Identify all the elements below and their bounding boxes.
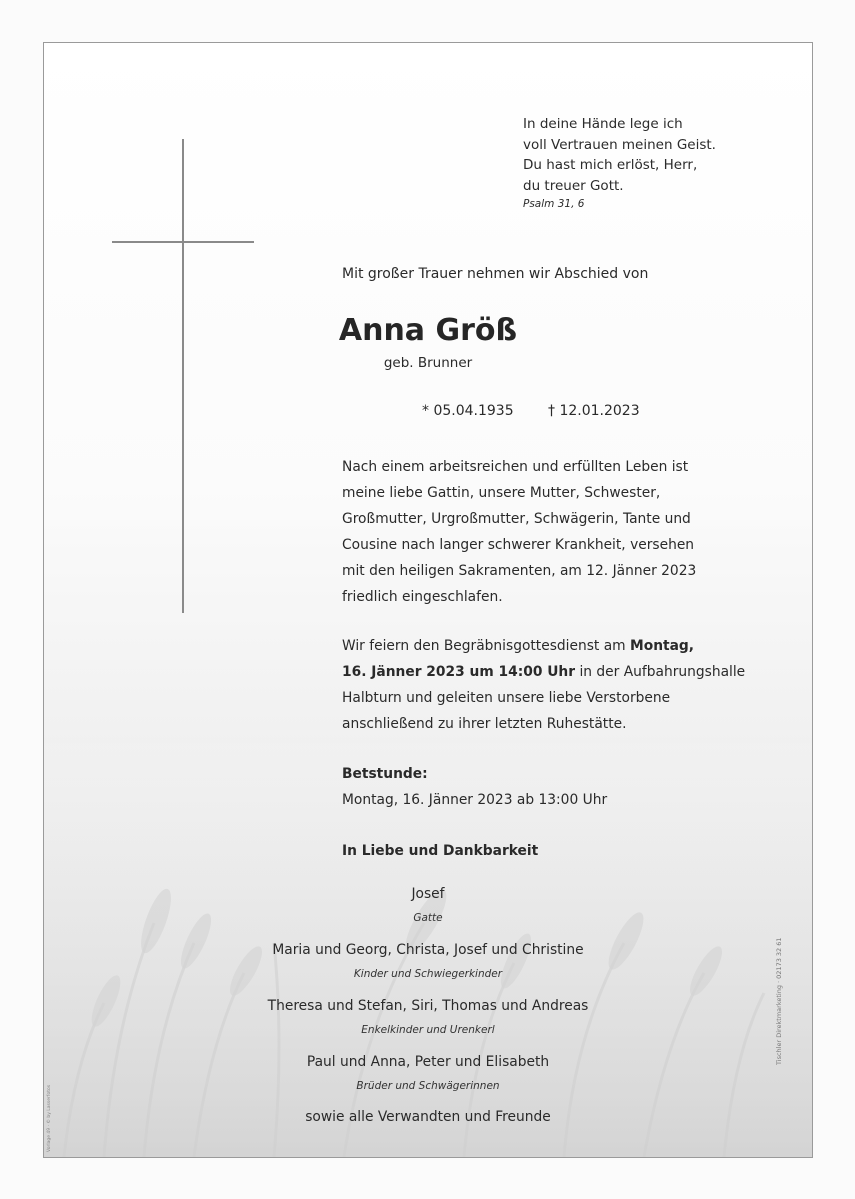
service-day: Montag, <box>629 638 695 654</box>
mourner-names: Josef <box>411 886 445 902</box>
mourner-relation: Gatte <box>413 912 443 924</box>
prayer-hour-label: Betstunde: <box>342 766 428 782</box>
paragraph-line: friedlich eingeschlafen. <box>342 589 503 605</box>
paragraph-line: Cousine nach langer schwerer Krankheit, versehen <box>342 537 695 553</box>
closing-phrase: In Liebe und Dankbarkeit <box>342 843 539 859</box>
announcement-paragraph <box>342 454 696 610</box>
paragraph-line: Nach einem arbeitsreichen und erfüllten Leben ist <box>342 459 689 475</box>
maiden-name: geb. Brunner <box>383 355 473 371</box>
obituary-card <box>43 42 813 1158</box>
final-line: sowie alle Verwandten und Freunde <box>305 1109 551 1125</box>
death-date: † 12.01.2023 <box>548 403 640 419</box>
psalm-reference: Psalm 31, 6 <box>523 198 585 210</box>
paragraph-line <box>342 633 745 659</box>
prayer-hour <box>342 761 607 813</box>
service-text: Wir feiern den Begräbnisgottesdienst am <box>342 638 630 654</box>
cross-horizontal-bar <box>112 241 254 243</box>
paragraph-line: Großmutter, Urgroßmutter, Schwägerin, Tante und <box>342 511 691 527</box>
printer-credit: Tischler Direktmarketing · 02173 32 61 <box>775 937 783 1065</box>
photo-credit: Vorlage 49 · © by Lasserfotos <box>47 1084 52 1152</box>
mourner-relation: Kinder und Schwiegerkinder <box>353 968 503 980</box>
psalm-line: In deine Hände lege ich <box>523 116 683 132</box>
psalm-line: voll Vertrauen meinen Geist. <box>523 136 716 153</box>
cross-vertical-bar <box>182 139 184 613</box>
paragraph-line: anschließend zu ihrer letzten Ruhestätte. <box>342 716 627 732</box>
psalm-line: Du hast mich erlöst, Herr, <box>523 157 698 173</box>
psalm-quote <box>523 114 716 212</box>
mourner-relation: Brüder und Schwägerinnen <box>356 1080 500 1092</box>
intro-text: Mit großer Trauer nehmen wir Abschied von <box>342 266 649 282</box>
service-text: in der Aufbahrungshalle <box>575 664 746 680</box>
psalm-line: du treuer Gott. <box>523 177 624 194</box>
deceased-name: Anna Größ <box>338 313 518 348</box>
funeral-service-paragraph <box>342 633 745 737</box>
mourner-names: Paul und Anna, Peter und Elisabeth <box>306 1054 550 1070</box>
mourner-names: Theresa und Stefan, Siri, Thomas und Andreas <box>267 998 589 1014</box>
service-date-time: 16. Jänner 2023 um 14:00 Uhr <box>342 664 576 680</box>
paragraph-line: mit den heiligen Sakramenten, am 12. Jänner 2023 <box>342 563 697 579</box>
birth-date: * 05.04.1935 <box>422 403 514 419</box>
paragraph-line <box>342 659 745 685</box>
prayer-hour-text: Montag, 16. Jänner 2023 ab 13:00 Uhr <box>342 792 608 808</box>
mourner-relation: Enkelkinder und Urenkerl <box>361 1024 495 1036</box>
paragraph-line: Halbturn und geleiten unsere liebe Verstorbene <box>342 690 671 706</box>
mourner-names: Maria und Georg, Christa, Josef und Christine <box>272 942 584 958</box>
paragraph-line: meine liebe Gattin, unsere Mutter, Schwester, <box>342 485 661 501</box>
